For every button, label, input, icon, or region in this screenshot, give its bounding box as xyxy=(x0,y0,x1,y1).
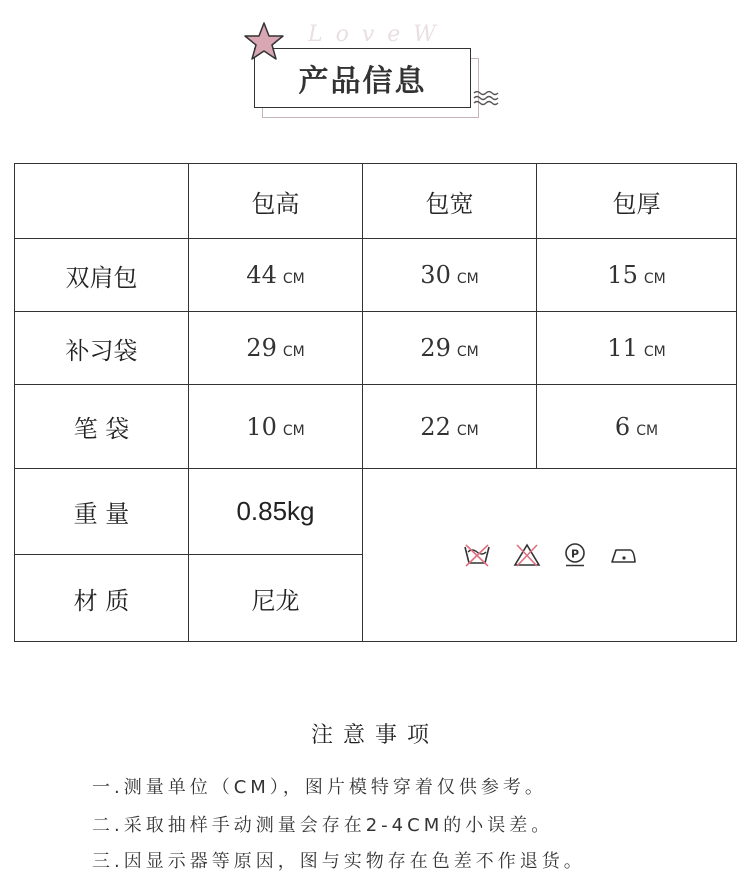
size-cell xyxy=(537,385,737,469)
size-value: 29 xyxy=(420,334,451,362)
spec-table xyxy=(14,163,737,642)
size-value: 29 xyxy=(246,334,277,362)
no-bleach-icon xyxy=(512,542,542,568)
row-label: 补习袋 xyxy=(15,312,189,385)
weight-value: 0.85kg xyxy=(189,469,363,555)
unit-label: CM xyxy=(282,422,305,439)
size-value: 6 xyxy=(614,412,631,441)
unit-label: CM xyxy=(636,422,659,439)
low-iron-icon xyxy=(608,542,638,568)
size-cell xyxy=(363,312,537,385)
unit-label: CM xyxy=(456,422,479,439)
note-item: 三.因显示器等原因，图与实物存在色差不作退货。 xyxy=(92,851,586,872)
unit-label: CM xyxy=(282,271,305,287)
header-watermark: L o v e W xyxy=(308,22,439,47)
unit-label: CM xyxy=(456,271,479,287)
size-cell xyxy=(189,239,363,312)
care-symbols-cell xyxy=(363,469,737,642)
size-cell xyxy=(363,385,537,469)
table-row xyxy=(15,239,737,312)
header-title-box xyxy=(254,48,471,108)
table-row xyxy=(15,385,737,469)
unit-label: CM xyxy=(643,271,666,287)
size-value: 15 xyxy=(607,261,638,289)
notes-title: 注意事项 xyxy=(310,723,439,748)
svg-text:P: P xyxy=(570,547,579,561)
size-value: 44 xyxy=(246,261,277,289)
table-row xyxy=(15,469,737,555)
table-row xyxy=(15,312,737,385)
size-value: 10 xyxy=(246,412,277,441)
weight-label: 重 量 xyxy=(15,469,189,555)
row-label: 双肩包 xyxy=(15,239,189,312)
size-value: 30 xyxy=(420,261,451,289)
care-symbols xyxy=(363,542,736,568)
column-header: 包厚 xyxy=(537,164,737,239)
no-wash-icon xyxy=(462,542,492,568)
star-icon xyxy=(242,20,286,64)
dry-clean-p-icon xyxy=(562,542,588,568)
unit-label: CM xyxy=(456,344,479,360)
page-title: 产品信息 xyxy=(298,64,427,99)
note-item: 二.采取抽样手动测量会存在2-4CM的小误差。 xyxy=(92,815,554,836)
section-header xyxy=(240,18,510,128)
column-header: 包高 xyxy=(189,164,363,239)
size-cell xyxy=(189,312,363,385)
size-cell xyxy=(537,239,737,312)
waves-icon xyxy=(472,88,502,108)
size-cell xyxy=(189,385,363,469)
row-label: 笔 袋 xyxy=(15,385,189,469)
size-cell xyxy=(537,312,737,385)
column-header: 包宽 xyxy=(363,164,537,239)
unit-label: CM xyxy=(643,344,666,360)
size-value: 22 xyxy=(420,412,451,441)
corner-cell xyxy=(15,164,189,239)
unit-label: CM xyxy=(282,344,305,360)
note-item: 一.测量单位（CM），图片模特穿着仅供参考。 xyxy=(92,777,547,798)
material-value: 尼龙 xyxy=(189,555,363,642)
size-value: 11 xyxy=(607,334,638,362)
table-header-row xyxy=(15,164,737,239)
size-cell xyxy=(363,239,537,312)
material-label: 材 质 xyxy=(15,555,189,642)
